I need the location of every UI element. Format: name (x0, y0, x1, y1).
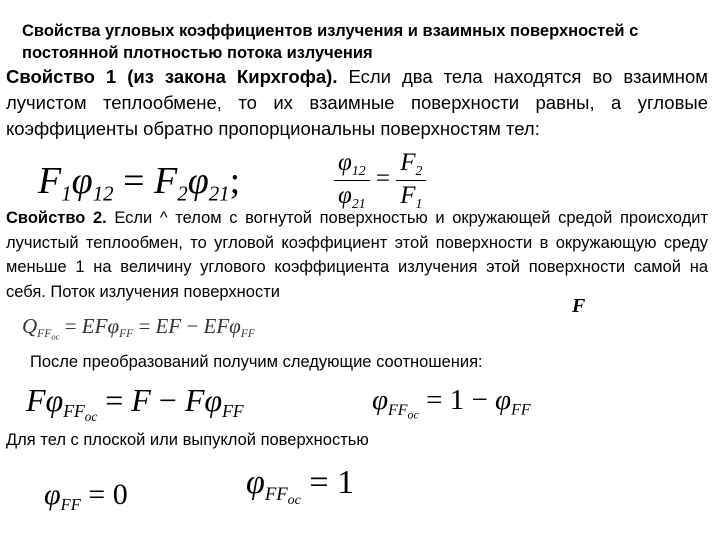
property-2-text: Если ^ телом с вогнутой поверхностью и окружающей средой происходит лучистый теплообмен, то угловой коэффициент этой поверхности в окружающую среду меньше 1 на величину углового коэффициента излучения этой поверхности самой на себя. Поток излучения поверхности (6, 209, 709, 301)
property-2-paragraph (6, 206, 708, 304)
flat-convex-text: Для тел с плоской или выпуклой поверхностью (6, 431, 369, 449)
property-1-label: Свойство 1 (из закона Кирхгофа). (6, 66, 338, 87)
one-formula: $\varphi_{FF_{ос}} = 1$ (246, 464, 355, 508)
ratio-formula: $\frac{\varphi_{12}}{\varphi_{21}}$ = $\frac{F_2}{F_1}$ (334, 150, 426, 210)
reciprocity-formula: $F_1\varphi_{12} = F_2\varphi_{21}$; (38, 160, 241, 206)
balance-formula: $F\varphi_{FF_{ос}} = F - F\varphi_{FF}$ (26, 382, 244, 425)
slide-title: Свойства угловых коэффициентов излучения и взаимных поверхностей с постоянной плотностью потока излучения (22, 22, 639, 62)
property-1-paragraph (6, 64, 708, 142)
zero-formula: $\varphi_{FF} = 0$ (44, 478, 128, 514)
after-transform-text: После преобразований получим следующие соотношения: (30, 353, 483, 371)
property-1-text: Если два тела находятся во взаимном лучистом теплообмене, то их взаимные поверхности равны, а угловые коэффициенты обратно пропорциональны поверхностям тел: (6, 66, 708, 139)
balance2-formula: $\varphi_{FF_{ос}} = 1 - \varphi_{FF}$ (372, 384, 531, 422)
stray-f-symbol: F (572, 295, 586, 317)
property-2-label: Свойство 2. (6, 209, 107, 227)
flux-formula: $Q_{FF_{ос}} = EF\varphi_{FF}$ = EF − EFφ$_{FF}$ (22, 314, 255, 342)
